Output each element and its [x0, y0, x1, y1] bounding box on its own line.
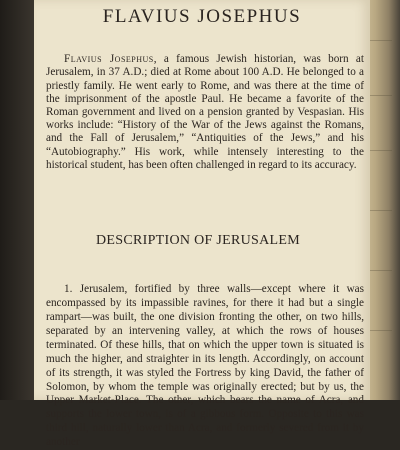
section-heading: DESCRIPTION OF JERUSALEM: [96, 233, 300, 248]
page-title: FLAVIUS JOSEPHUS: [102, 6, 302, 27]
biography-paragraph: [46, 53, 364, 172]
binding-shadow: [0, 0, 34, 400]
section-paragraph: 1. Jerusalem, fortified by three walls—except where it was encompassed by its impassible ravines, for there it had but a single rampart—was built, the one division fronting the other, on two hills, separated by an intervening valley, at which the rows of houses terminated. Of these hills, that on which the upper town is situated is much the higher, and straighter in its length. Accordingly, on account of its strength, it was styled the Fortress by king David, the father of Solomon, by whom the temple was originally erected; but by us, the Upper Market-Place. The other, which bears the name of Acra, and supports the lower town, is of a gibbous form. Opposite to this was third hill, naturally lower than Acra, and formerly severed from it by another: [46, 283, 364, 449]
book-page: [34, 0, 370, 449]
biography-text: , a famous Jewish historian, was born at Jerusalem, in 37 A.D.; died at Rome about 100 A.D. He belonged to a priestly family. He went early to Rome, and was there at the time of the imprisonment of the apostle Paul. He became a favorite of the Roman government and lived on a pension granted by Vespasian. His works include: “History of the War of the Jews against the Romans, and the Fall of Jerusalem,” “Antiquities of the Jews,” and his “Autobiography.” His work, while intensely interesting to the historical student, has been often challenged in regard to its accuracy.: [46, 53, 365, 171]
author-name: Flavius Josephus: [64, 53, 154, 66]
